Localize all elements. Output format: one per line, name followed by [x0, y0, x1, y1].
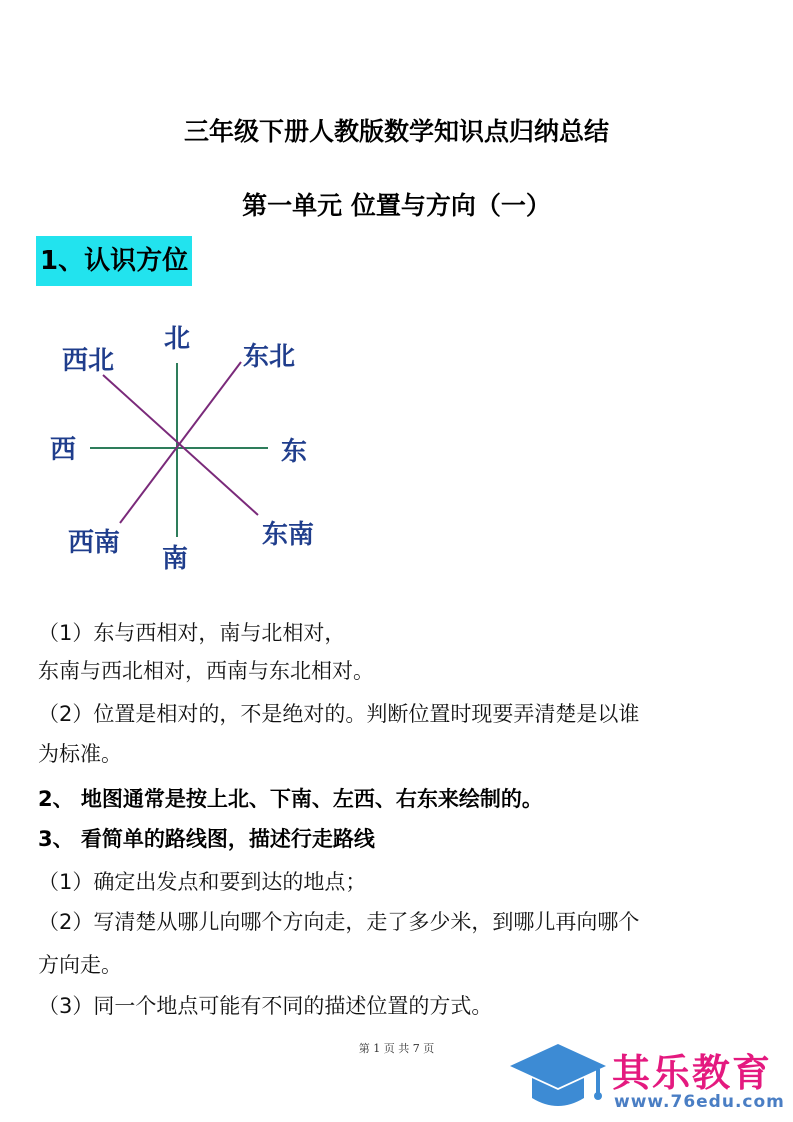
label-north: 北: [164, 324, 191, 354]
logo-url: www.76edu.com: [614, 1092, 785, 1112]
label-northwest: 西北: [62, 346, 115, 376]
page-footer: 第 1 页 共 7 页: [358, 1042, 435, 1055]
logo-name: 其乐教育: [612, 1051, 773, 1095]
body-line: （1）东与西相对，南与北相对，: [38, 621, 346, 645]
northeast-southwest-line: [120, 362, 241, 523]
northwest-southeast-line: [103, 375, 258, 515]
document-title: 三年级下册人教版数学知识点归纳总结: [183, 117, 609, 146]
brand-logo: [508, 1038, 788, 1118]
body-line-point-3: 3、 看简单的路线图，描述行走路线: [38, 827, 375, 851]
label-southwest: 西南: [68, 528, 121, 558]
body-line: 为标准。: [38, 742, 122, 766]
label-east: 东: [281, 437, 308, 467]
label-northeast: 东北: [243, 342, 296, 372]
graduation-cap-icon: [508, 1038, 608, 1118]
body-line: （2）写清楚从哪儿向哪个方向走，走了多少米，到哪儿再向哪个: [38, 910, 640, 934]
compass-rose-diagram: [38, 315, 328, 597]
label-southeast: 东南: [262, 520, 315, 550]
section-heading: 1、认识方位: [36, 236, 192, 286]
body-line: 方向走。: [38, 953, 122, 977]
body-line-point-2: 2、 地图通常是按上北、下南、左西、右东来绘制的。: [38, 787, 543, 811]
label-west: 西: [50, 435, 77, 465]
body-line: （1）确定出发点和要到达的地点；: [38, 870, 367, 894]
unit-title: 第一单元 位置与方向（一）: [242, 191, 551, 220]
body-line: 东南与西北相对，西南与东北相对。: [38, 659, 374, 683]
body-line: （3）同一个地点可能有不同的描述位置的方式。: [38, 994, 493, 1018]
label-south: 南: [162, 544, 189, 574]
body-line: （2）位置是相对的，不是绝对的。判断位置时现要弄清楚是以谁: [38, 702, 640, 726]
